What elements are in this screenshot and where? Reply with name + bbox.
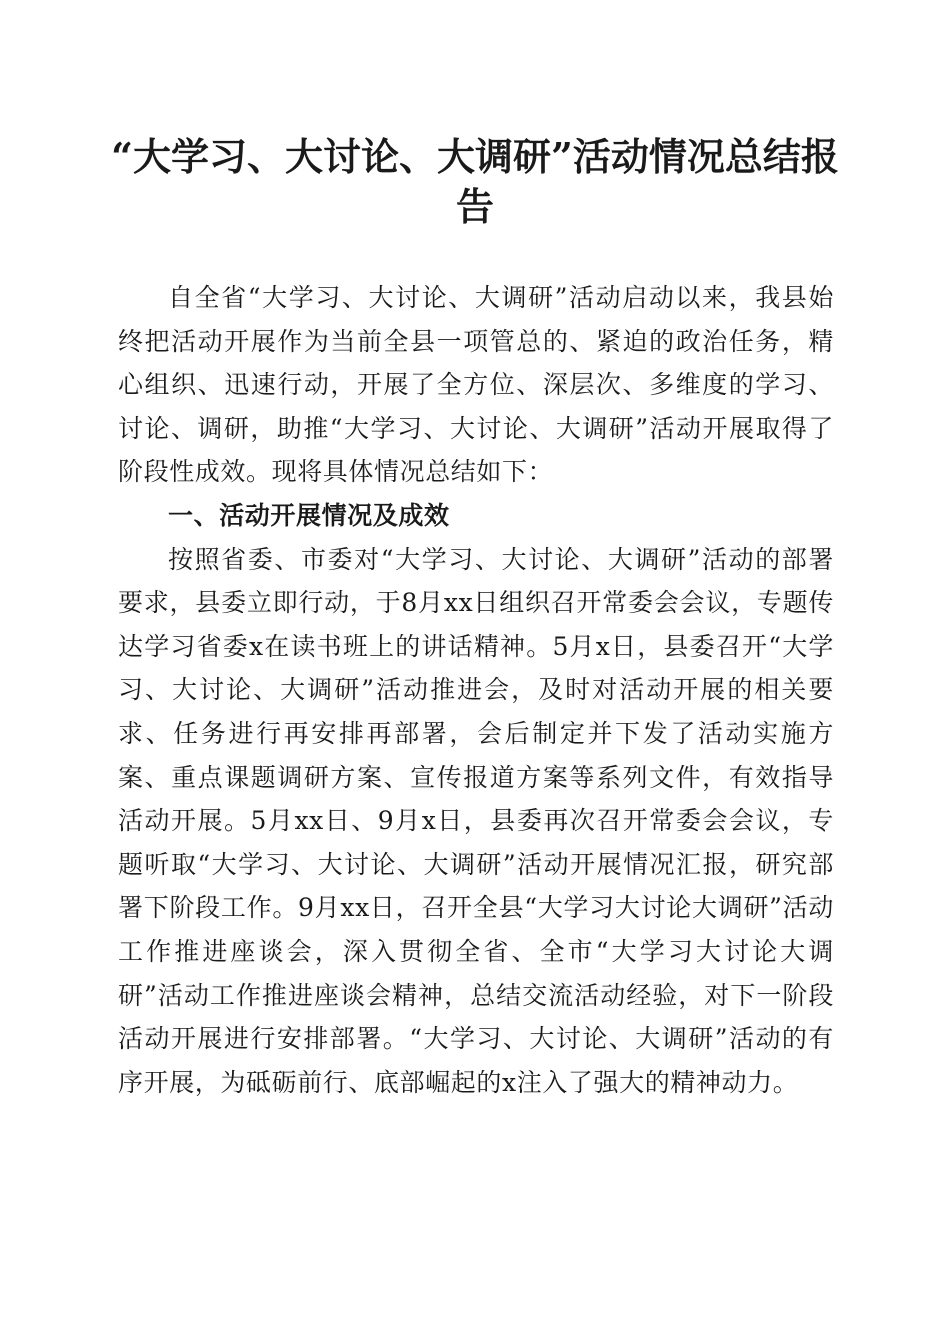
document-title: “大学习、大讨论、大调研”活动情况总结报告 <box>111 134 839 229</box>
section-heading: 一、活动开展情况及成效 <box>168 500 450 530</box>
section-paragraph: 按照省委、市委对“大学习、大讨论、大调研”活动的部署要求，县委立即行动，于8月xx日组织召开常委会会议，专题传达学习省委x在读书班上的讲话精神。5月x日，县委召开“大学习、大讨论、大调研”活动推进会，及时对活动开展的相关要求、任务进行再安排再部署，会后制定并下发了活动实施方案、重点课题调研方案、宣传报道方案等系列文件，有效指导活动开展。5月xx日、9月x日，县委再次召开常委会会议，专题听取“大学习、大讨论、大调研”活动开展情况汇报，研究部署下阶段工作。9月xx日，召开全县“大学习大讨论大调研”活动工作推进座谈会，深入贯彻全省、全市“大学习大讨论大调研”活动工作推进座谈会精神，总结交流活动经验，对下一阶段活动开展进行安排部署。“大学习、大讨论、大调研”活动的有序开展，为砥砺前行、底部崛起的x注入了强大的精神动力。 <box>118 544 834 1097</box>
document-body <box>118 276 834 1104</box>
intro-paragraph: 自全省“大学习、大讨论、大调研”活动启动以来，我县始终把活动开展作为当前全县一项管总的、紧迫的政治任务，精心组织、迅速行动，开展了全方位、深层次、多维度的学习、讨论、调研，助推“大学习、大讨论、大调研”活动开展取得了阶段性成效。现将具体情况总结如下： <box>118 283 834 487</box>
